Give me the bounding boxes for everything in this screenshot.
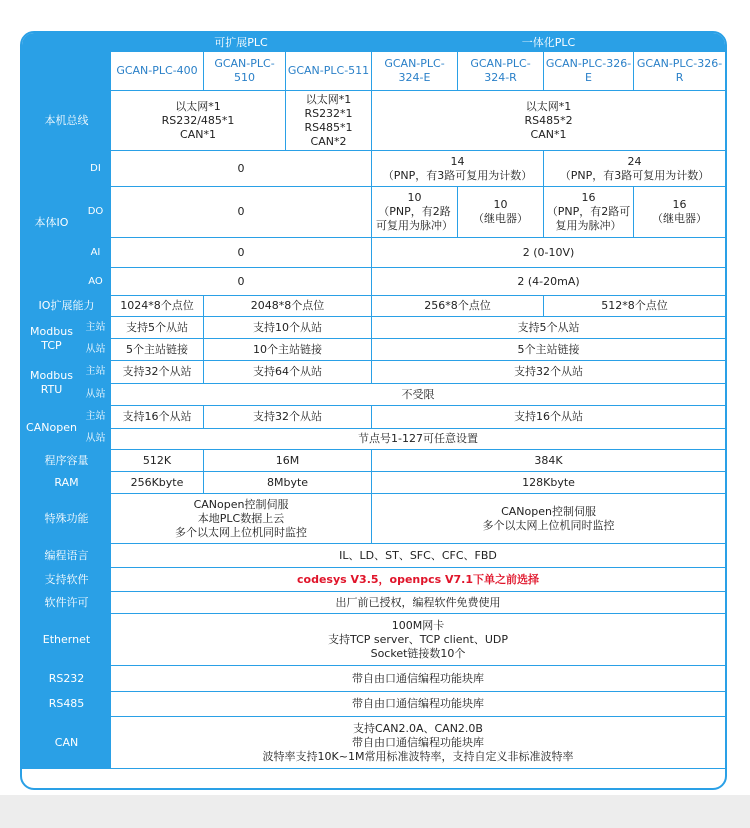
row-label-io: 本体IO [23,151,81,296]
row-label-ram: RAM [23,472,111,494]
ao-integrated: 2 (4-20mA) [372,268,726,296]
ai-expandable: 0 [111,238,372,268]
canopen-slave-label: 从站 [81,429,111,450]
do-324-r: 10 （继电器） [458,187,544,238]
prog-cap-integrated: 384K [372,450,726,472]
di-326: 24 （PNP，有3路可复用为计数） [544,151,726,187]
di-324: 14 （PNP，有3路可复用为计数） [372,151,544,187]
io-label-di: DI [81,151,111,187]
io-label-ao: AO [81,268,111,296]
do-326-r: 16 （继电器） [634,187,726,238]
modbus-tcp-slave-integrated: 5个主站链接 [372,339,726,361]
modbus-rtu-master-400: 支持32个从站 [111,361,204,384]
special-expandable: CANopen控制伺服 本地PLC数据上云 多个以太网上位机同时监控 [111,494,372,544]
row-label-bus: 本机总线 [23,91,111,151]
row-label-rs485: RS485 [23,692,111,717]
io-exp-326: 512*8个点位 [544,296,726,317]
ram-400: 256Kbyte [111,472,204,494]
bus-511: 以太网*1 RS232*1 RS485*1 CAN*2 [286,91,372,151]
canopen-master-label: 主站 [81,406,111,429]
bus-integrated: 以太网*1 RS485*2 CAN*1 [372,91,726,151]
group-expandable: 可扩展PLC [111,34,372,52]
software-value: codesys V3.5，openpcs V7.1下单之前选择 [111,568,726,592]
model-326-r: GCAN-PLC-326-R [634,52,726,91]
row-label-ethernet: Ethernet [23,614,111,666]
modbus-tcp-slave-label: 从站 [81,339,111,361]
can-value: 支持CAN2.0A、CAN2.0B 带自由口通信编程功能块库 波特率支持10K~1M常用标准波特率，支持自定义非标准波特率 [111,717,726,769]
row-label-can: CAN [23,717,111,769]
io-label-do: DO [81,187,111,238]
bottom-bar [0,795,750,828]
canopen-master-integrated: 支持16个从站 [372,406,726,429]
io-exp-400: 1024*8个点位 [111,296,204,317]
modbus-rtu-slave-label: 从站 [81,384,111,406]
modbus-tcp-master-label: 主站 [81,317,111,339]
prog-cap-510-511: 16M [204,450,372,472]
model-326-e: GCAN-PLC-326-E [544,52,634,91]
row-label-modbus-rtu: Modbus RTU [23,361,81,406]
row-label-program-capacity: 程序容量 [23,450,111,472]
modbus-rtu-master-integrated: 支持32个从站 [372,361,726,384]
ai-integrated: 2 (0-10V) [372,238,726,268]
license-value: 出厂前已授权，编程软件免费使用 [111,592,726,614]
language-value: IL、LD、ST、SFC、CFC、FBD [111,544,726,568]
canopen-master-510-511: 支持32个从站 [204,406,372,429]
io-exp-510-511: 2048*8个点位 [204,296,372,317]
ao-expandable: 0 [111,268,372,296]
model-510: GCAN-PLC-510 [204,52,286,91]
ram-510-511: 8Mbyte [204,472,372,494]
modbus-rtu-slave-all: 不受限 [111,384,726,406]
bus-expandable-400-510: 以太网*1 RS232/485*1 CAN*1 [111,91,286,151]
do-326-e: 16 （PNP，有2路可复用为脉冲） [544,187,634,238]
modbus-tcp-master-400: 支持5个从站 [111,317,204,339]
row-label-software: 支持软件 [23,568,111,592]
di-expandable: 0 [111,151,372,187]
canopen-master-400: 支持16个从站 [111,406,204,429]
model-511: GCAN-PLC-511 [286,52,372,91]
modbus-tcp-slave-510-511: 10个主站链接 [204,339,372,361]
do-324-e: 10 （PNP，有2路可复用为脉冲） [372,187,458,238]
row-label-io-expansion: IO扩展能力 [23,296,111,317]
io-exp-324: 256*8个点位 [372,296,544,317]
model-324-e: GCAN-PLC-324-E [372,52,458,91]
ethernet-value: 100M网卡 支持TCP server、TCP client、UDP Socket链接数10个 [111,614,726,666]
row-label-rs232: RS232 [23,666,111,692]
do-expandable: 0 [111,187,372,238]
model-400: GCAN-PLC-400 [111,52,204,91]
row-label-canopen: CANopen [23,406,81,450]
rs232-value: 带自由口通信编程功能块库 [111,666,726,692]
group-integrated: 一体化PLC [372,34,726,52]
io-label-ai: AI [81,238,111,268]
modbus-rtu-master-510-511: 支持64个从站 [204,361,372,384]
row-label-special: 特殊功能 [23,494,111,544]
special-integrated: CANopen控制伺服 多个以太网上位机同时监控 [372,494,726,544]
row-label-modbus-tcp: Modbus TCP [23,317,81,361]
modbus-tcp-master-510-511: 支持10个从站 [204,317,372,339]
row-label-license: 软件许可 [23,592,111,614]
modbus-rtu-master-label: 主站 [81,361,111,384]
rs485-value: 带自由口通信编程功能块库 [111,692,726,717]
modbus-tcp-slave-400: 5个主站链接 [111,339,204,361]
modbus-tcp-master-integrated: 支持5个从站 [372,317,726,339]
ram-integrated: 128Kbyte [372,472,726,494]
corner-cell [23,34,111,91]
spec-table-frame [20,31,727,790]
plc-spec-table [22,33,726,769]
model-324-r: GCAN-PLC-324-R [458,52,544,91]
canopen-slave-all: 节点号1-127可任意设置 [111,429,726,450]
prog-cap-400: 512K [111,450,204,472]
row-label-language: 编程语言 [23,544,111,568]
